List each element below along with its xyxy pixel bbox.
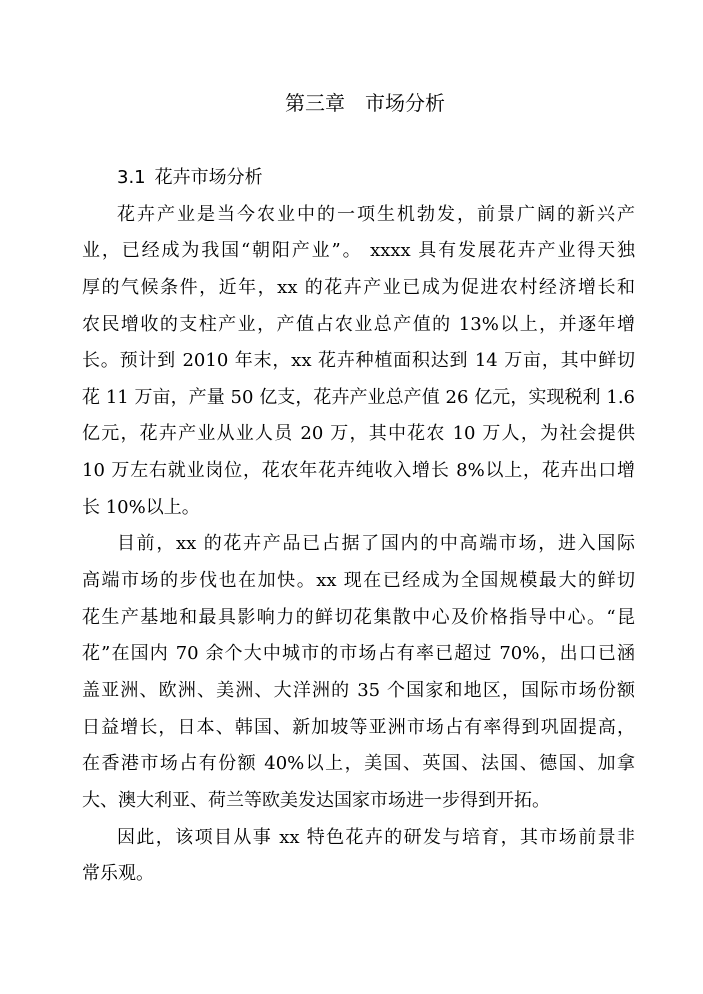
paragraph-line: 10 万左右就业岗位，花农年花卉纯收入增长 8%以上，花卉出口增 bbox=[82, 460, 635, 482]
paragraph-line: 亿元，花卉产业从业人员 20 万，其中花农 10 万人，为社会提供 bbox=[82, 423, 635, 445]
section-heading bbox=[82, 160, 635, 197]
paragraph-line: 在香港市场占有份额 40%以上，美国、英国、法国、德国、加拿 bbox=[82, 753, 635, 775]
chapter-title: 第三章 市场分析 bbox=[285, 91, 445, 115]
paragraph-line: 花卉产业是当今农业中的一项生机勃发，前景广阔的新兴产 bbox=[117, 203, 635, 225]
paragraph-line: 花生产基地和最具影响力的鲜切花集散中心及价格指导中心。“昆 bbox=[82, 606, 635, 628]
paragraph-line: 厚的气候条件，近年，xx 的花卉产业已成为促进农村经济增长和 bbox=[82, 276, 635, 298]
paragraph-line: 长。预计到 2010 年末，xx 花卉种植面积达到 14 万亩，其中鲜切 bbox=[82, 350, 635, 372]
paragraph-line: 农民增收的支柱产业，产值占农业总产值的 13%以上，并逐年增 bbox=[82, 313, 635, 335]
paragraph-3 bbox=[82, 820, 635, 893]
paragraph-line: 日益增长，日本、韩国、新加坡等亚洲市场占有率得到巩固提高， bbox=[82, 716, 635, 738]
paragraph-line: 目前，xx 的花卉产品已占据了国内的中高端市场，进入国际 bbox=[117, 533, 635, 555]
paragraph-line: 业，已经成为我国“朝阳产业”。 xxxx 具有发展花卉产业得天独 bbox=[82, 240, 635, 262]
paragraph-line: 因此，该项目从事 xx 特色花卉的研发与培育，其市场前景非 bbox=[117, 826, 635, 848]
section-number: 3.1 bbox=[117, 167, 146, 188]
paragraph-2 bbox=[82, 526, 635, 819]
paragraph-line: 大、澳大利亚、荷兰等欧美发达国家市场进一步得到开拓。 bbox=[82, 789, 550, 811]
paragraph-line: 长 10%以上。 bbox=[82, 496, 200, 518]
paragraph-line: 常乐观。 bbox=[82, 863, 154, 885]
document-body bbox=[82, 160, 635, 893]
paragraph-1 bbox=[82, 197, 635, 527]
section-title: 花卉市场分析 bbox=[154, 167, 263, 188]
paragraph-line: 高端市场的步伐也在加快。xx 现在已经成为全国规模最大的鲜切 bbox=[82, 570, 635, 592]
paragraph-line: 花 11 万亩，产量 50 亿支，花卉产业总产值 26 亿元，实现税利 1.6 bbox=[82, 386, 635, 408]
paragraph-line: 花”在国内 70 余个大中城市的市场占有率已超过 70%，出口已涵 bbox=[82, 643, 635, 665]
paragraph-line: 盖亚洲、欧洲、美洲、大洋洲的 35 个国家和地区，国际市场份额 bbox=[82, 679, 635, 701]
